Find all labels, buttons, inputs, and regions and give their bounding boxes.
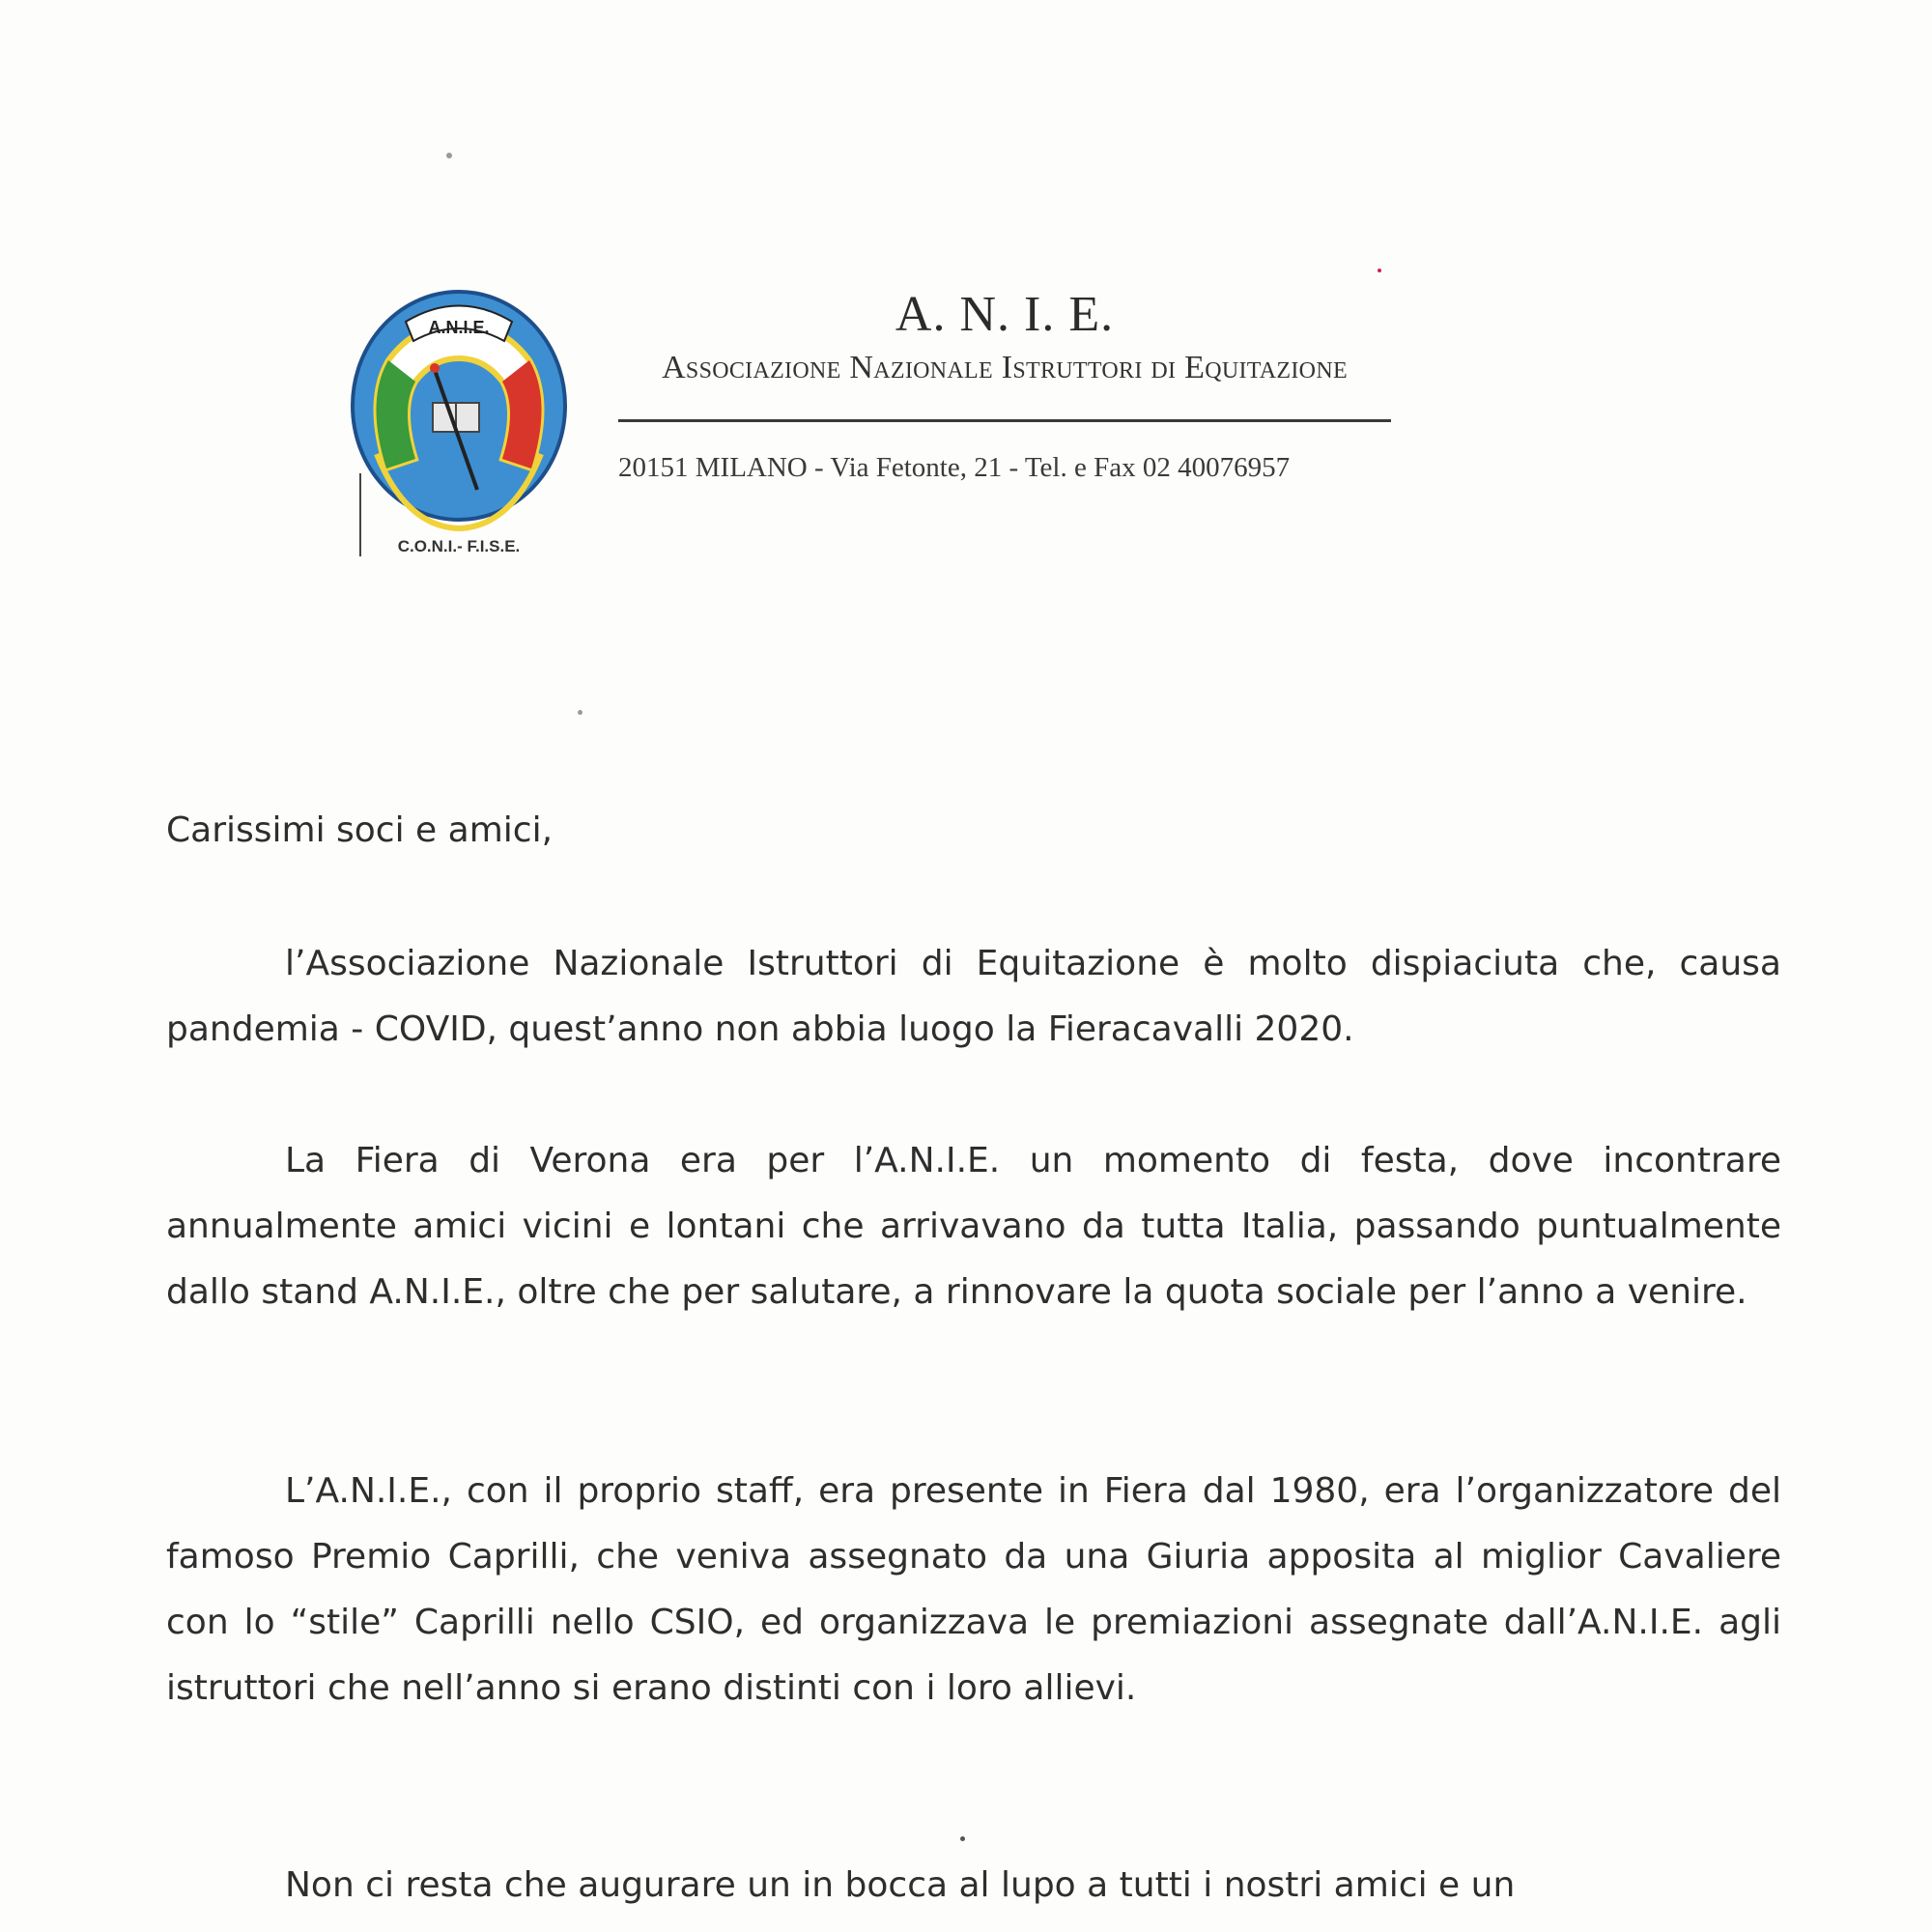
scan-speck [578, 710, 582, 715]
org-name: Associazione Nazionale Istruttori di Equitazione [662, 350, 1348, 385]
paragraph-2: La Fiera di Verona era per l’A.N.I.E. un momento di festa, dove incontrare annualmente amici vicini e lontani che arrivavano da tutta Italia, passando puntualmente dallo stand A.N.I.E., oltre che per salutare, a rinnovare la quota sociale per l’anno a venire. [166, 1141, 1781, 1312]
scan-speck [1378, 269, 1381, 272]
logo-banner-text: A.N.I.E. [428, 318, 490, 337]
logo-bottom-text: C.O.N.I.- F.I.S.E. [397, 537, 521, 555]
scan-speck [446, 153, 452, 158]
logo-vertical-rule [359, 473, 361, 556]
paragraph-1: l’Associazione Nazionale Istruttori di Equitazione è molto dispiaciuta che, causa pandemia - COVID, quest’anno non abbia luogo la Fieracavalli 2020. [166, 944, 1781, 1049]
letterhead-rule [618, 419, 1391, 422]
org-address: 20151 MILANO - Via Fetonte, 21 - Tel. e Fax 02 40076957 [618, 452, 1291, 483]
scan-speck [960, 1836, 965, 1841]
org-acronym: A. N. I. E. [895, 287, 1115, 342]
letterhead [0, 0, 1932, 599]
salutation: Carissimi soci e amici, [166, 810, 554, 850]
anie-logo-icon [348, 285, 570, 560]
paragraph-4: Non ci resta che augurare un in bocca al lupo a tutti i nostri amici e un [285, 1865, 1516, 1905]
paragraph-3: L’A.N.I.E., con il proprio staff, era presente in Fiera dal 1980, era l’organizzatore del famoso Premio Caprilli, che veniva assegnato da una Giuria apposita al miglior Cavaliere con lo “stile” Caprilli nello CSIO, ed organizzava le premiazioni assegnate dall’A.N.I.E. agli istruttori che nell’anno si erano distinti con i loro allievi. [166, 1471, 1781, 1708]
